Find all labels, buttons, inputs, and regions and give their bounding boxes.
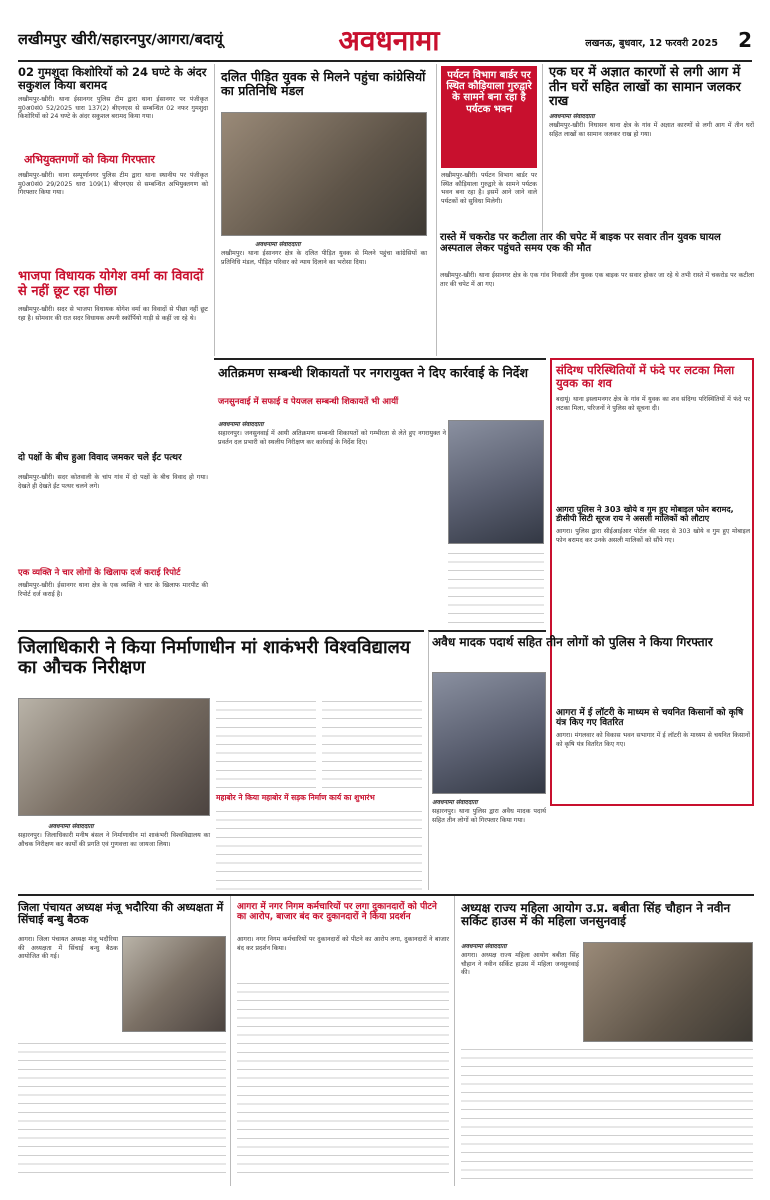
women-commission-story xyxy=(454,896,754,1186)
dm-text-column xyxy=(216,698,316,792)
dm-photo xyxy=(18,698,210,816)
col2-photo xyxy=(221,112,427,236)
col2-headline: दलित पीड़ित युवक से मिलने पहुंचा कांग्रेसियों का प्रतिनिधि मंडल xyxy=(221,69,426,98)
brief-3-body: लखीमपुर-खीरी। सदर से भाजपा विधायक योगेश वर्मा का विवादों से पीछा नहीं छूट रहा है। सोमवार की रात सदर विधायक अपनी स्कॉर्पियो गाड़ी से कहीं जा रहे थे। xyxy=(18,306,208,322)
col2-body: लखीमपुर। थाना ईसानगर क्षेत्र के दलित पीड़ित युवक से मिलने पहुंचा कांग्रेसियों का प्रतिनिधि मंडल, पीड़ित परिवार को न्याय दिलाने का भरोसा दिया। xyxy=(221,250,427,266)
nagar-nigam-text-continued xyxy=(237,980,449,1180)
irrigation-photo xyxy=(122,936,226,1032)
drugs-headline: अवैध मादक पदार्थ सहित तीन लोगों को पुलिस ने किया गिरफ्तार xyxy=(432,635,713,649)
fire-body: लखीमपुर-खीरी। निघासन थाना क्षेत्र के गांव में अज्ञात कारणों से लगी आग में तीन घरों सहित लाखों का सामान जलकर राख हो गया। xyxy=(549,122,754,138)
encroachment-story xyxy=(214,358,546,626)
col3-body: लखीमपुर-खीरी। पर्यटन विभाग बार्डर पर स्थित कौड़ियाला गुरुद्वारे के सामने पर्यटक भवन बना रहा है। इसमें आने जाने वाले पर्यटकों को सुविधा मिलेगी। xyxy=(441,172,537,205)
col2-caption: अवधनामा संवाददाता xyxy=(255,241,301,248)
right-box xyxy=(550,358,754,806)
masthead-cities: लखीमपुर खीरी/सहारनपुर/आगरा/बदायूं xyxy=(18,32,223,48)
brief-2-body: लखीमपुर-खीरी। थाना सम्पूर्णानगर पुलिस टीम द्वारा थाना स्थानीय पर पंजीकृत मु0अ0सं0 29/2025 धारा 109(1) बीएनएस से सम्बन्धित अभियुक्तगण को गिरफ्तार किया गया। xyxy=(18,172,208,197)
masthead xyxy=(18,22,752,62)
women-commission-body: आगरा। अध्यक्ष राज्य महिला आयोग बबीता सिंह चौहान ने नवीन सर्किट हाउस में महिला जनसुनवाई की। xyxy=(461,952,579,977)
encroachment-caption: अवधनामा संवाददाता xyxy=(218,421,264,428)
col3-headline: पर्यटन विभाग बार्डर पर स्थित कौड़ियाला गुरुद्वारे के सामने बना रहा है पर्यटक भवन xyxy=(446,70,532,115)
hanging-body: बदायूं। थाना इस्लामनगर क्षेत्र के गांव में युवक का शव संदिग्ध परिस्थितियों में फंदे पर लटका मिला, परिजनों ने पुलिस को सूचना दी। xyxy=(556,396,750,412)
col1-briefs xyxy=(18,64,210,628)
dm-text-column-2 xyxy=(322,698,422,792)
women-commission-caption: अवधनामा संवाददाता xyxy=(461,943,507,950)
fire-story xyxy=(542,64,754,232)
nagar-nigam-body: आगरा। नगर निगम कर्मचारियों पर दुकानदारों को पीटने का आरोप लगा, दुकानदारों ने बाजार बंद कर प्रदर्शन किया। xyxy=(237,936,449,952)
dm-text-column-3 xyxy=(216,808,422,890)
brief-1-headline: 02 गुमशुदा किशोरियों को 24 घण्टे के अंदर सकुशल किया बरामद xyxy=(18,65,207,92)
irrigation-headline: जिला पंचायत अध्यक्ष मंजू भदौरिया की अध्यक्षता में सिंचाई बन्धु बैठक xyxy=(18,901,224,927)
masthead-dateline: लखनऊ, बुधवार, 12 फरवरी 2025 xyxy=(585,38,718,49)
col2-story xyxy=(214,64,432,356)
lottery-headline: आगरा में ई लॉटरी के माध्यम से चयनित किसानों को कृषि यंत्र किए गए वितरित xyxy=(556,708,744,729)
encroachment-photo xyxy=(448,420,544,544)
drugs-body: सहारनपुर। थाना पुलिस द्वारा अवैध मादक पदार्थ सहित तीन लोगों को गिरफ्तार किया गया। xyxy=(432,808,546,824)
encroachment-headline: अतिक्रमण सम्बन्धी शिकायतों पर नगरायुक्त ने दिए कार्रवाई के निर्देश xyxy=(218,365,528,380)
nagar-nigam-story xyxy=(230,896,450,1186)
brief-4-headline: दो पक्षों के बीच हुआ विवाद जमकर चले ईंट पत्थर xyxy=(18,453,182,463)
dm-headline: जिलाधिकारी ने किया निर्माणाधीन मां शाकंभरी विश्वविद्यालय का औचक निरीक्षण xyxy=(18,637,411,679)
brief-4-body: लखीमपुर-खीरी। सदर कोतवाली के चांप गांव में दो पक्षों के बीच विवाद हो गया। देखते ही देखते ईंट पत्थर चलने लगे। xyxy=(18,474,208,490)
dm-caption: अवधनामा संवाददाता xyxy=(48,823,94,830)
dm-subhead: महाबोर ने किया महाबोर में सड़क निर्माण कार्य का शुभारंभ xyxy=(216,793,375,802)
irrigation-body: आगरा। जिला पंचायत अध्यक्ष मंजू भदौरिया की अध्यक्षता में सिंचाई बन्धु बैठक आयोजित की गई। xyxy=(18,936,118,961)
mobile-body: आगरा। पुलिस द्वारा सीईआईआर पोर्टल की मदद से 303 खोये व गुम हुए मोबाइल फोन बरामद कर उनके असली मालिकों को सौंपे गए। xyxy=(556,528,750,544)
women-commission-photo xyxy=(583,942,753,1042)
brief-3-headline: भाजपा विधायक योगेश वर्मा का विवादों से नहीं छूट रहा पीछा xyxy=(18,269,204,299)
mobile-headline: आगरा पुलिस ने 303 खोये व गुम हुए मोबाइल फोन बरामद, डीसीपी सिटी सूरज राय ने असली मालिकों को लौटाए xyxy=(556,505,734,523)
encroachment-text-continued xyxy=(448,550,544,626)
dm-body: सहारनपुर। जिलाधिकारी मनीष बंसल ने निर्माणाधीन मां शाकंभरी विश्वविद्यालय का औचक निरीक्षण कर कार्यों की प्रगति एवं गुणवत्ता का जायजा लिया। xyxy=(18,832,210,848)
women-commission-headline: अध्यक्ष राज्य महिला आयोग उ.प्र. बबीता सिंह चौहान ने नवीन सर्किट हाउस में की महिला जनसुनवाई xyxy=(461,901,731,929)
hanging-headline: संदिग्ध परिस्थितियों में फंदे पर लटका मिला युवक का शव xyxy=(556,363,735,390)
wire-story xyxy=(440,232,754,356)
wire-headline: रास्ते में चकरोड पर कटीला तार की चपेट में बाइक पर सवार तीन युवक घायल अस्पताल लेकर पहुंचते समय एक की मौत xyxy=(440,232,721,255)
brief-5-body: लखीमपुर-खीरी। ईसानगर थाना क्षेत्र के एक व्यक्ति ने चार के खिलाफ मारपीट की रिपोर्ट दर्ज कराई है। xyxy=(18,582,208,598)
dm-story xyxy=(18,630,424,890)
irrigation-text-continued xyxy=(18,1040,226,1180)
wire-body: लखीमपुर-खीरी। थाना ईसानगर क्षेत्र के एक गांव निवासी तीन युवक एक बाइक पर सवार होकर जा रहे थे तभी रास्ते में चकरोड पर कटीला तार की चपेट में आ गए। xyxy=(440,272,754,288)
women-commission-text-continued xyxy=(461,1046,753,1180)
lottery-body: आगरा। मंगलवार को विकास भवन सभागार में ई लॉटरी के माध्यम से चयनित किसानों को कृषि यंत्र वितरित किए गए। xyxy=(556,732,750,748)
encroachment-subhead: जनसुनवाई में सफाई व पेयजल सम्बन्धी शिकायतें भी आयीं xyxy=(218,397,399,407)
drugs-caption: अवधनामा संवाददाता xyxy=(432,799,478,806)
page-number: 2 xyxy=(738,28,752,52)
encroachment-body: सहारनपुर। जनसुनवाई में आयी अतिक्रमण सम्बन्धी शिकायतों को गम्भीरता से लेते हुए नगरायुक्त ने प्रवर्तन दल प्रभारी को स्थलीय निरीक्षण कर कार्रवाई के निर्देश दिए। xyxy=(218,430,446,446)
nagar-nigam-headline: आगरा में नगर निगम कर्मचारियों पर लगा दुकानदारों को पीटने का आरोप, बाजार बंद कर दुकानदारों ने किया प्रदर्शन xyxy=(237,902,437,923)
bottom-row xyxy=(18,894,754,1184)
masthead-logo: अवधनामा xyxy=(338,24,440,57)
fire-caption: अवधनामा संवाददाता xyxy=(549,113,595,120)
fire-headline: एक घर में अज्ञात कारणों से लगी आग में तीन घरों सहित लाखों का सामान जलकर राख xyxy=(549,65,741,110)
brief-5-headline: एक व्यक्ति ने चार लोगों के खिलाफ दर्ज कराई रिपोर्ट xyxy=(18,568,181,578)
brief-2-headline: अभियुक्तगणों को किया गिरफ्तार xyxy=(24,153,155,166)
brief-1-body: लखीमपुर-खीरी। थाना ईसानगर पुलिस टीम द्वारा थाना ईसानगर पर पंजीकृत मु0अ0सं0 52/2025 धारा 137(2) बीएनएस से सम्बन्धित 02 नफर गुमशुदा किशोरियों को 24 घण्टे के अंदर सकुशल बरामद किया गया। xyxy=(18,96,208,121)
drugs-photo xyxy=(432,672,546,794)
